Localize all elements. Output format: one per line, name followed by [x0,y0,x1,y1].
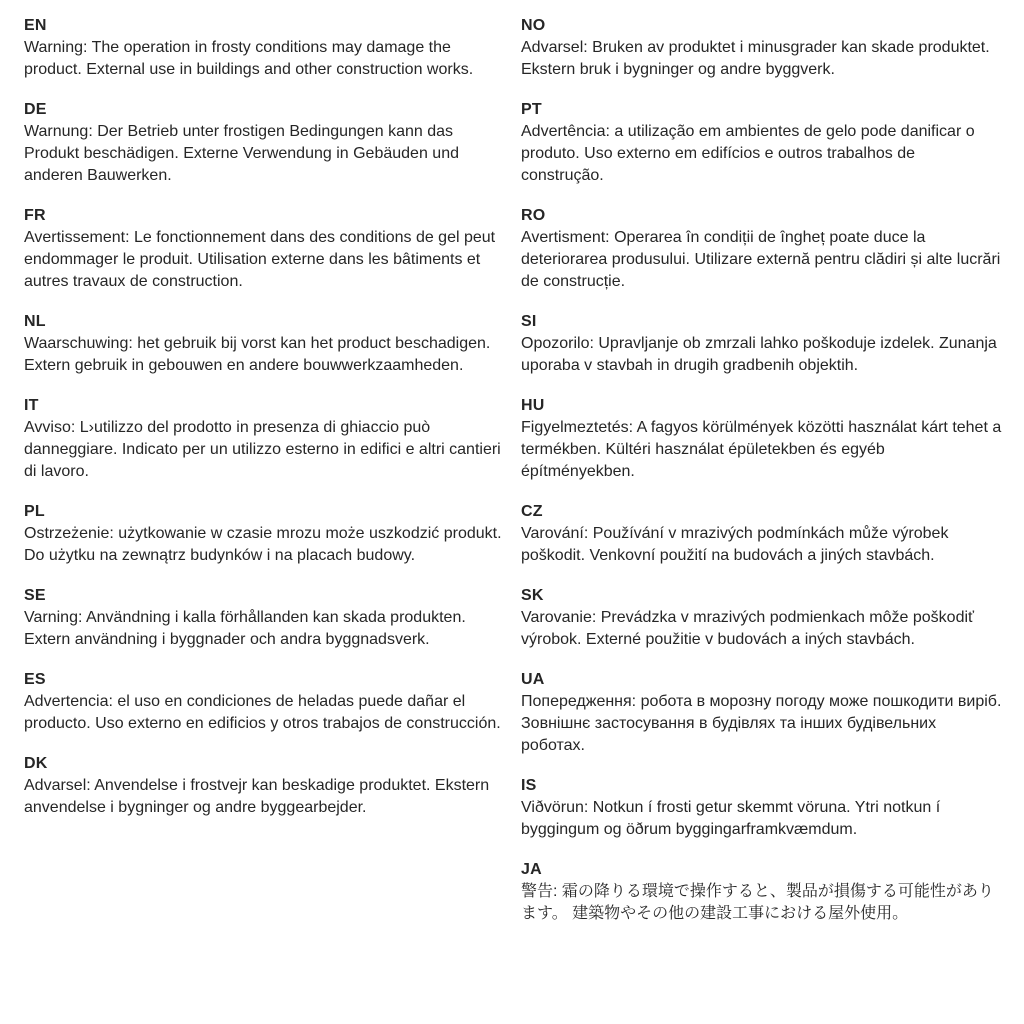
language-section [24,585,505,651]
warning-text: Opozorilo: Upravljanje ob zmrzali lahko poškoduje izdelek. Zunanja uporaba v stavbah in drugih gradbenih objektih. [521,335,997,374]
warning-text: Varning: Användning i kalla förhållanden kan skada produkten. Extern användning i byggnader och andra byggnadsverk. [24,609,466,648]
language-code-label: RO [521,207,546,224]
left-column [24,15,505,837]
language-code-label: PL [24,503,45,520]
language-code-label: UA [521,671,545,688]
warning-text: Varovanie: Prevádzka v mrazivých podmienkach môže poškodiť výrobok. Externé použitie v budovách a iných stavbách. [521,609,975,648]
language-code-label: CZ [521,503,543,520]
right-column [521,15,1002,943]
language-code-label: SK [521,587,544,604]
language-section [521,585,1002,651]
language-section [24,15,505,81]
warning-text: Advertencia: el uso en condiciones de heladas puede dañar el producto. Uso externo en edificios y otros trabajos de construcción. [24,693,501,732]
warning-text: Advarsel: Bruken av produktet i minusgrader kan skade produktet. Ekstern bruk i bygninger og andre byggverk. [521,39,990,78]
language-code-label: SI [521,313,537,330]
language-section [521,15,1002,81]
language-section [521,775,1002,841]
language-section [521,669,1002,757]
language-section [521,859,1002,925]
language-code-label: JA [521,861,542,878]
language-section [521,99,1002,187]
language-section [521,311,1002,377]
warning-text: Advarsel: Anvendelse i frostvejr kan beskadige produktet. Ekstern anvendelse i bygninger og andre byggearbejder. [24,777,490,816]
warning-text: Avertisment: Operarea în condiții de îngheț poate duce la deteriorarea produsului. Utilizare externă pentru clădiri și alte lucrări de construcție. [521,229,1001,290]
warning-text: Попередження: робота в морозну погоду може пошкодити виріб. Зовнішнє застосування в будівлях та інших будівельних роботах. [521,693,1002,754]
language-section [24,669,505,735]
language-section [24,501,505,567]
warning-text: Advertência: a utilização em ambientes de gelo pode danificar o produto. Uso externo em edifícios e outros trabalhos de construção. [521,123,975,184]
language-section [24,753,505,819]
language-code-label: NO [521,17,546,34]
warning-text: Waarschuwing: het gebruik bij vorst kan het product beschadigen. Extern gebruik in gebouwen en andere bouwwerkzaamheden. [24,335,491,374]
language-code-label: HU [521,397,545,414]
language-section [521,501,1002,567]
language-code-label: DK [24,755,48,772]
language-section [24,311,505,377]
language-code-label: IS [521,777,537,794]
warning-text: Warnung: Der Betrieb unter frostigen Bedingungen kann das Produkt beschädigen. Externe Verwendung in Gebäuden und anderen Bauwerken. [24,123,459,184]
language-code-label: PT [521,101,542,118]
language-section [24,99,505,187]
language-section [24,205,505,293]
warning-text: Viðvörun: Notkun í frosti getur skemmt vöruna. Ytri notkun í byggingum og öðrum byggingarframkvæmdum. [521,799,941,838]
warning-text: Figyelmeztetés: A fagyos körülmények közötti használat kárt tehet a termékben. Kültéri használat épületekben és egyéb építményekben. [521,419,1002,480]
language-code-label: DE [24,101,47,118]
language-code-label: IT [24,397,39,414]
warning-text: Avertissement: Le fonctionnement dans des conditions de gel peut endommager le produit. Utilisation externe dans les bâtiments et autres travaux de construction. [24,229,496,290]
language-section [521,395,1002,483]
language-code-label: EN [24,17,47,34]
warning-text: Ostrzeżenie: użytkowanie w czasie mrozu może uszkodzić produkt. Do użytku na zewnątrz budynków i na placach budowy. [24,525,502,564]
language-code-label: NL [24,313,46,330]
language-code-label: FR [24,207,46,224]
language-section [24,395,505,483]
language-section [521,205,1002,293]
warning-text: Varování: Používání v mrazivých podmínkách může výrobek poškodit. Venkovní použití na budovách a jiných stavbách. [521,525,949,564]
language-code-label: ES [24,671,46,688]
language-code-label: SE [24,587,46,604]
warning-text: Warning: The operation in frosty conditions may damage the product. External use in buildings and other construction works. [24,39,474,78]
warning-text: Avviso: L›utilizzo del prodotto in presenza di ghiaccio può danneggiare. Indicato per un utilizzo esterno in edifici e altri cantieri di lavoro. [24,419,501,480]
warning-text: 警告: 霜の降りる環境で操作すると、製品が損傷する可能性があります。 建築物やその他の建設工事における屋外使用。 [521,883,994,922]
